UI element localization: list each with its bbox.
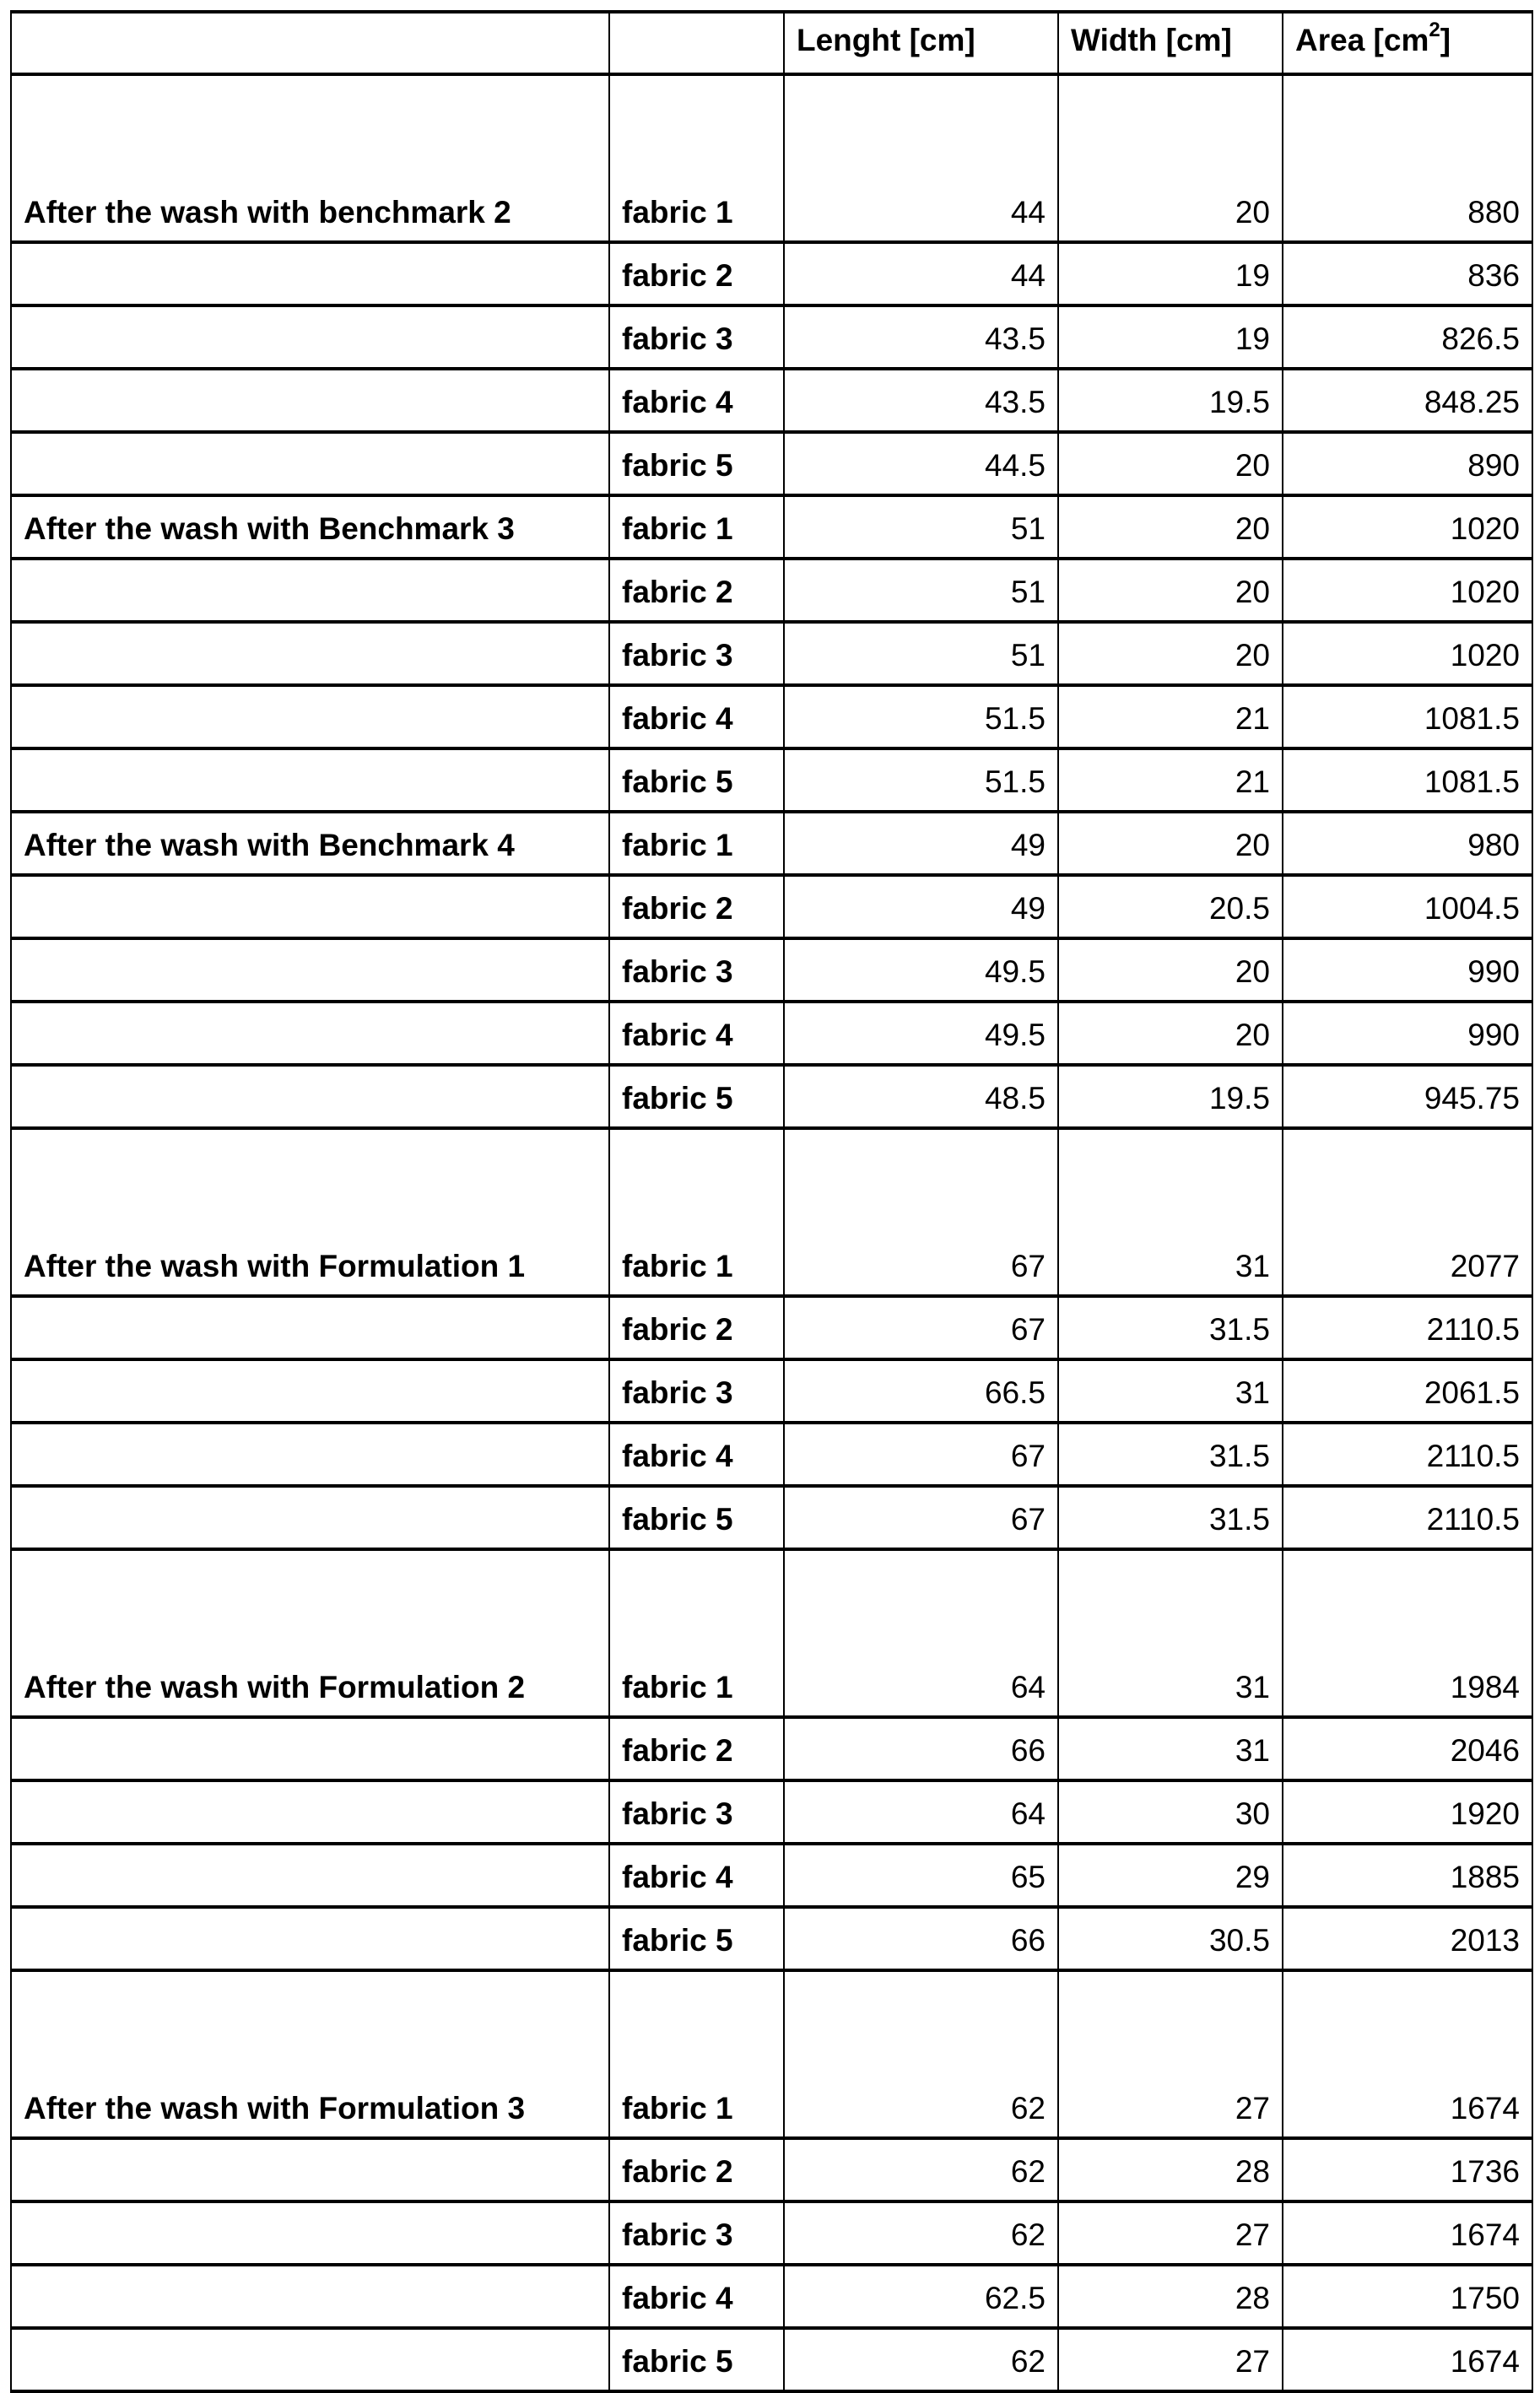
fabric-name-cell: fabric 1: [609, 1549, 784, 1717]
area-cell: 980: [1283, 812, 1532, 875]
table-row: [11, 1844, 1532, 1907]
width-cell: 27: [1058, 2328, 1283, 2391]
group-label-cell: [11, 1359, 609, 1423]
area-cell: 1081.5: [1283, 748, 1532, 812]
width-cell: 20: [1058, 1002, 1283, 1065]
table-row: [11, 1549, 1532, 1717]
length-cell: 62: [784, 2201, 1058, 2265]
length-cell: 51.5: [784, 685, 1058, 748]
fabric-name-cell: fabric 4: [609, 369, 784, 432]
length-cell: 44.5: [784, 432, 1058, 495]
fabric-name-cell: fabric 5: [609, 1907, 784, 1970]
table-row: [11, 495, 1532, 559]
group-label-cell: [11, 559, 609, 622]
fabric-name-cell: fabric 4: [609, 1002, 784, 1065]
table-row: [11, 242, 1532, 305]
width-cell: 19: [1058, 242, 1283, 305]
table-row: [11, 1359, 1532, 1423]
area-cell: 1984: [1283, 1549, 1532, 1717]
group-label-cell: After the wash with Formulation 3: [11, 1970, 609, 2138]
width-cell: 31.5: [1058, 1486, 1283, 1549]
width-cell: 20: [1058, 938, 1283, 1002]
table-row: [11, 685, 1532, 748]
table-row: [11, 305, 1532, 369]
fabric-name-cell: fabric 1: [609, 812, 784, 875]
table-row: [11, 2265, 1532, 2328]
group-label-cell: [11, 938, 609, 1002]
width-cell: 30: [1058, 1780, 1283, 1844]
fabric-name-cell: fabric 4: [609, 1423, 784, 1486]
table-row: [11, 622, 1532, 685]
table-body: [11, 74, 1532, 2391]
width-cell: 31: [1058, 1359, 1283, 1423]
area-cell: 2110.5: [1283, 1296, 1532, 1359]
width-cell: 20.5: [1058, 875, 1283, 938]
width-cell: 19.5: [1058, 369, 1283, 432]
length-cell: 51.5: [784, 748, 1058, 812]
area-cell: 1674: [1283, 1970, 1532, 2138]
fabric-name-cell: fabric 5: [609, 1486, 784, 1549]
length-cell: 51: [784, 559, 1058, 622]
group-label-cell: After the wash with Formulation 1: [11, 1128, 609, 1296]
area-cell: 826.5: [1283, 305, 1532, 369]
length-cell: 64: [784, 1780, 1058, 1844]
group-label-cell: [11, 2201, 609, 2265]
group-label-cell: [11, 242, 609, 305]
table-row: [11, 2201, 1532, 2265]
table-row: [11, 1002, 1532, 1065]
group-label-cell: [11, 1423, 609, 1486]
fabric-dimensions-table: [10, 10, 1533, 2393]
group-label-cell: [11, 1002, 609, 1065]
length-cell: 67: [784, 1128, 1058, 1296]
group-label-cell: [11, 369, 609, 432]
table-row: [11, 1970, 1532, 2138]
table-row: [11, 1907, 1532, 1970]
header-width: Width [cm]: [1058, 12, 1283, 74]
table-row: [11, 1486, 1532, 1549]
width-cell: 31.5: [1058, 1296, 1283, 1359]
length-cell: 67: [784, 1423, 1058, 1486]
header-fabric: [609, 12, 784, 74]
table-row: [11, 74, 1532, 242]
table-row: [11, 1065, 1532, 1128]
length-cell: 62: [784, 1970, 1058, 2138]
area-cell: 2046: [1283, 1717, 1532, 1780]
fabric-name-cell: fabric 4: [609, 685, 784, 748]
group-label-cell: [11, 1296, 609, 1359]
length-cell: 49.5: [784, 938, 1058, 1002]
table-row: [11, 812, 1532, 875]
area-cell: 1674: [1283, 2201, 1532, 2265]
fabric-name-cell: fabric 2: [609, 1717, 784, 1780]
width-cell: 31: [1058, 1549, 1283, 1717]
fabric-name-cell: fabric 2: [609, 559, 784, 622]
fabric-name-cell: fabric 3: [609, 1780, 784, 1844]
fabric-name-cell: fabric 3: [609, 305, 784, 369]
header-area-prefix: Area [cm: [1295, 23, 1429, 57]
width-cell: 27: [1058, 1970, 1283, 2138]
area-cell: 1920: [1283, 1780, 1532, 1844]
group-label-cell: [11, 1717, 609, 1780]
area-cell: 990: [1283, 938, 1532, 1002]
length-cell: 65: [784, 1844, 1058, 1907]
fabric-name-cell: fabric 5: [609, 748, 784, 812]
area-cell: 2110.5: [1283, 1423, 1532, 1486]
width-cell: 31.5: [1058, 1423, 1283, 1486]
fabric-name-cell: fabric 3: [609, 938, 784, 1002]
area-cell: 945.75: [1283, 1065, 1532, 1128]
width-cell: 28: [1058, 2138, 1283, 2201]
area-cell: 848.25: [1283, 369, 1532, 432]
table-row: [11, 938, 1532, 1002]
length-cell: 51: [784, 495, 1058, 559]
header-area: [1283, 12, 1532, 74]
group-label-cell: [11, 685, 609, 748]
width-cell: 20: [1058, 559, 1283, 622]
area-cell: 1750: [1283, 2265, 1532, 2328]
area-cell: 1081.5: [1283, 685, 1532, 748]
table-row: [11, 432, 1532, 495]
table-row: [11, 369, 1532, 432]
group-label-cell: [11, 305, 609, 369]
length-cell: 64: [784, 1549, 1058, 1717]
group-label-cell: [11, 875, 609, 938]
area-cell: 836: [1283, 242, 1532, 305]
header-group: [11, 12, 609, 74]
group-label-cell: After the wash with benchmark 2: [11, 74, 609, 242]
group-label-cell: After the wash with Benchmark 3: [11, 495, 609, 559]
table-row: [11, 748, 1532, 812]
fabric-name-cell: fabric 2: [609, 2138, 784, 2201]
table-row: [11, 1296, 1532, 1359]
area-cell: 2061.5: [1283, 1359, 1532, 1423]
fabric-name-cell: fabric 2: [609, 1296, 784, 1359]
area-cell: 1004.5: [1283, 875, 1532, 938]
fabric-name-cell: fabric 1: [609, 495, 784, 559]
area-cell: 880: [1283, 74, 1532, 242]
header-row: [11, 12, 1532, 74]
fabric-name-cell: fabric 4: [609, 1844, 784, 1907]
length-cell: 44: [784, 74, 1058, 242]
table-row: [11, 1780, 1532, 1844]
width-cell: 20: [1058, 495, 1283, 559]
group-label-cell: [11, 1780, 609, 1844]
group-label-cell: After the wash with Benchmark 4: [11, 812, 609, 875]
area-cell: 2077: [1283, 1128, 1532, 1296]
area-cell: 2110.5: [1283, 1486, 1532, 1549]
fabric-name-cell: fabric 1: [609, 74, 784, 242]
area-cell: 2013: [1283, 1907, 1532, 1970]
width-cell: 27: [1058, 2201, 1283, 2265]
table-row: [11, 1423, 1532, 1486]
length-cell: 62.5: [784, 2265, 1058, 2328]
header-area-superscript: 2: [1429, 18, 1440, 41]
area-cell: 990: [1283, 1002, 1532, 1065]
group-label-cell: [11, 1907, 609, 1970]
length-cell: 67: [784, 1486, 1058, 1549]
length-cell: 62: [784, 2328, 1058, 2391]
width-cell: 29: [1058, 1844, 1283, 1907]
length-cell: 49.5: [784, 1002, 1058, 1065]
fabric-name-cell: fabric 3: [609, 1359, 784, 1423]
table-row: [11, 875, 1532, 938]
width-cell: 20: [1058, 432, 1283, 495]
width-cell: 21: [1058, 685, 1283, 748]
group-label-cell: [11, 1486, 609, 1549]
group-label-cell: [11, 1844, 609, 1907]
area-cell: 890: [1283, 432, 1532, 495]
table-row: [11, 2138, 1532, 2201]
area-cell: 1020: [1283, 559, 1532, 622]
group-label-cell: [11, 1065, 609, 1128]
fabric-name-cell: fabric 4: [609, 2265, 784, 2328]
length-cell: 66: [784, 1717, 1058, 1780]
fabric-name-cell: fabric 3: [609, 622, 784, 685]
length-cell: 67: [784, 1296, 1058, 1359]
fabric-name-cell: fabric 1: [609, 1128, 784, 1296]
group-label-cell: [11, 748, 609, 812]
header-length: Lenght [cm]: [784, 12, 1058, 74]
area-cell: 1020: [1283, 495, 1532, 559]
area-cell: 1736: [1283, 2138, 1532, 2201]
group-label-cell: [11, 2138, 609, 2201]
length-cell: 48.5: [784, 1065, 1058, 1128]
area-cell: 1885: [1283, 1844, 1532, 1907]
table-row: [11, 559, 1532, 622]
width-cell: 20: [1058, 622, 1283, 685]
table-row: [11, 2328, 1532, 2391]
length-cell: 44: [784, 242, 1058, 305]
width-cell: 19.5: [1058, 1065, 1283, 1128]
width-cell: 20: [1058, 812, 1283, 875]
length-cell: 51: [784, 622, 1058, 685]
width-cell: 31: [1058, 1128, 1283, 1296]
length-cell: 49: [784, 875, 1058, 938]
fabric-name-cell: fabric 1: [609, 1970, 784, 2138]
width-cell: 28: [1058, 2265, 1283, 2328]
group-label-cell: [11, 432, 609, 495]
length-cell: 49: [784, 812, 1058, 875]
table-row: [11, 1128, 1532, 1296]
length-cell: 62: [784, 2138, 1058, 2201]
group-label-cell: [11, 622, 609, 685]
group-label-cell: After the wash with Formulation 2: [11, 1549, 609, 1717]
fabric-name-cell: fabric 5: [609, 1065, 784, 1128]
fabric-name-cell: fabric 2: [609, 242, 784, 305]
header-area-suffix: ]: [1440, 23, 1451, 57]
area-cell: 1674: [1283, 2328, 1532, 2391]
length-cell: 43.5: [784, 305, 1058, 369]
fabric-name-cell: fabric 5: [609, 432, 784, 495]
length-cell: 66.5: [784, 1359, 1058, 1423]
fabric-name-cell: fabric 5: [609, 2328, 784, 2391]
width-cell: 31: [1058, 1717, 1283, 1780]
length-cell: 43.5: [784, 369, 1058, 432]
group-label-cell: [11, 2265, 609, 2328]
width-cell: 19: [1058, 305, 1283, 369]
length-cell: 66: [784, 1907, 1058, 1970]
width-cell: 20: [1058, 74, 1283, 242]
width-cell: 21: [1058, 748, 1283, 812]
width-cell: 30.5: [1058, 1907, 1283, 1970]
group-label-cell: [11, 2328, 609, 2391]
fabric-name-cell: fabric 3: [609, 2201, 784, 2265]
area-cell: 1020: [1283, 622, 1532, 685]
fabric-name-cell: fabric 2: [609, 875, 784, 938]
table-row: [11, 1717, 1532, 1780]
